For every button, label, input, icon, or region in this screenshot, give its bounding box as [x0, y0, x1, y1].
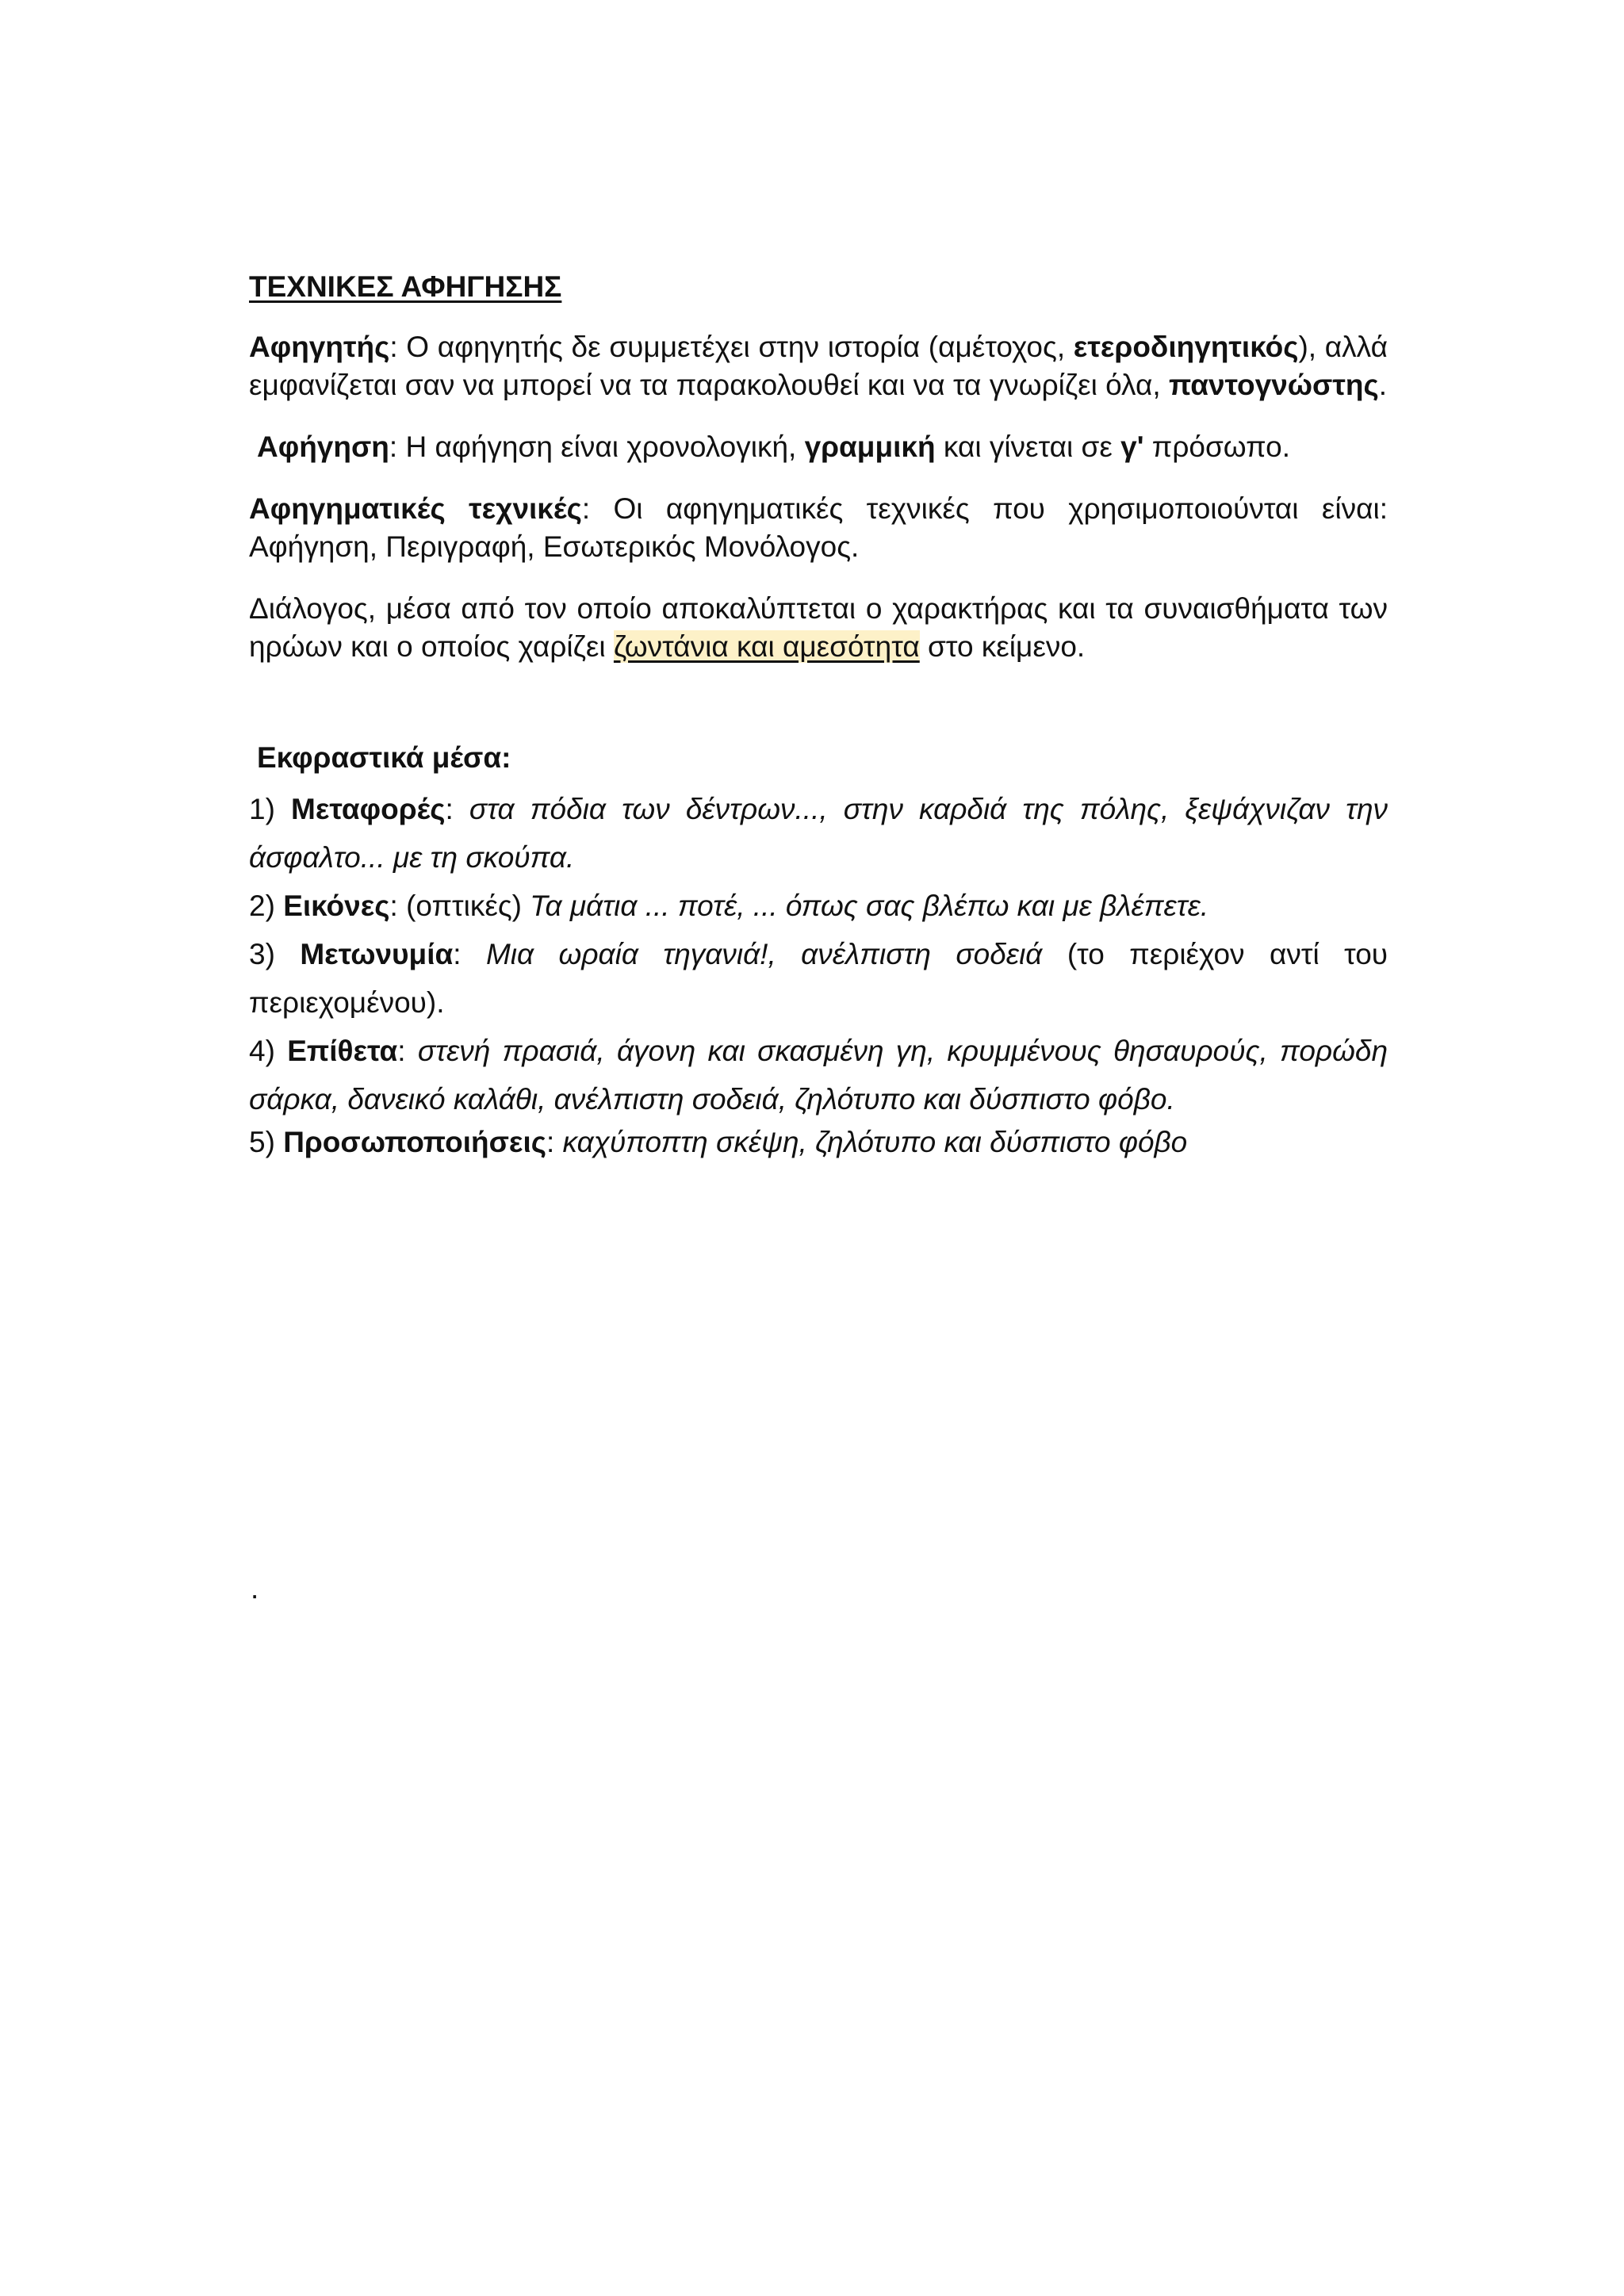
document-body	[249, 268, 1388, 1161]
item-separator: :	[445, 793, 469, 825]
bold-term: ετεροδιηγητικός	[1073, 331, 1299, 363]
document-title: ΤΕΧΝΙΚΕΣ ΑΦΗΓΗΣΗΣ	[249, 270, 562, 303]
figures-of-speech-list	[249, 785, 1388, 1161]
item-examples: Μια ωραία τηγανιά!, ανέλπιστη σοδειά	[485, 938, 1043, 970]
paragraph-text: : Οι αφηγηματικές τεχνικές που χρησιμοποιούνται είναι: Αφήγηση, Περιγραφή, Εσωτερικός Μονόλογος.	[249, 492, 1388, 563]
item-number: 2)	[249, 890, 284, 922]
term-label: Αφηγητής	[249, 331, 390, 363]
item-examples: Τα μάτια ... ποτέ, ... όπως σας βλέπω και με βλέπετε.	[530, 890, 1209, 922]
spacer	[249, 690, 1388, 739]
item-separator: :	[397, 1035, 418, 1067]
item-label: Προσωποποιήσεις	[283, 1126, 546, 1158]
paragraph-dialogue	[249, 590, 1388, 666]
list-item	[249, 1027, 1388, 1123]
section-heading: Εκφραστικά μέσα:	[257, 741, 511, 774]
term-label: Αφήγηση	[257, 430, 389, 463]
paragraph-text: στο κείμενο.	[919, 630, 1086, 663]
paragraph-text: ), αλλά εμφανίζεται σαν να μπορεί να τα παρακολουθεί και να τα γνωρίζει όλα,	[249, 331, 1388, 401]
item-examples: στενή πρασιά, άγονη και σκασμένη γη, κρυμμένους θησαυρούς, πορώδη σάρκα, δανεικό καλάθι, ανέλπιστη σοδειά, ζηλότυπο και δύσπιστο φόβο.	[249, 1035, 1388, 1115]
item-label: Μετωνυμία	[300, 938, 454, 970]
list-item	[249, 785, 1388, 882]
item-separator: :	[546, 1126, 563, 1158]
paragraph-narration	[249, 428, 1388, 466]
paragraph-techniques	[249, 490, 1388, 566]
paragraph-narrator	[249, 328, 1388, 404]
trailing-mark: .	[251, 1572, 259, 1605]
bold-term: παντογνώστης	[1168, 369, 1379, 401]
paragraph-text: : Ο αφηγητής δε συμμετέχει στην ιστορία (αμέτοχος,	[389, 331, 1074, 363]
item-examples: στα πόδια των δέντρων..., στην καρδιά της πόλης, ξεψάχνιζαν την άσφαλτο... με τη σκούπα.	[249, 793, 1388, 874]
item-label: Εικόνες	[283, 890, 390, 922]
paragraph-text: πρόσωπο.	[1143, 430, 1291, 463]
paragraph-text: : Η αφήγηση είναι χρονολογική,	[389, 430, 805, 463]
highlighted-text: ζωντάνια και αμεσότητα	[613, 630, 920, 663]
item-note: (το περιέχον αντί του περιεχομένου).	[249, 938, 1388, 1019]
item-label: Επίθετα	[287, 1035, 398, 1067]
item-separator: :	[389, 890, 407, 922]
item-number: 1)	[249, 793, 292, 825]
paragraph-text: .	[1378, 369, 1387, 401]
list-item	[249, 930, 1388, 1027]
bold-term: γ'	[1120, 430, 1144, 463]
item-note: (οπτικές)	[406, 890, 530, 922]
list-item	[249, 882, 1388, 930]
item-examples: καχύποπτη σκέψη, ζηλότυπο και δύσπιστο φόβο	[562, 1126, 1188, 1158]
item-number: 5)	[249, 1126, 284, 1158]
item-separator: :	[453, 938, 486, 970]
item-number: 4)	[249, 1035, 288, 1067]
paragraph-text: Διάλογος, μέσα από τον οποίο αποκαλύπτεται ο χαρακτήρας και τα συναισθήματα των ηρώων και ο οποίος χαρίζει	[249, 592, 1388, 663]
bold-term: γραμμική	[804, 430, 936, 463]
paragraph-text: και γίνεται σε	[935, 430, 1121, 463]
item-number: 3)	[249, 938, 301, 970]
list-item	[249, 1123, 1388, 1161]
item-label: Μεταφορές	[291, 793, 446, 825]
term-label: Αφηγηματικές τεχνικές	[249, 492, 582, 525]
